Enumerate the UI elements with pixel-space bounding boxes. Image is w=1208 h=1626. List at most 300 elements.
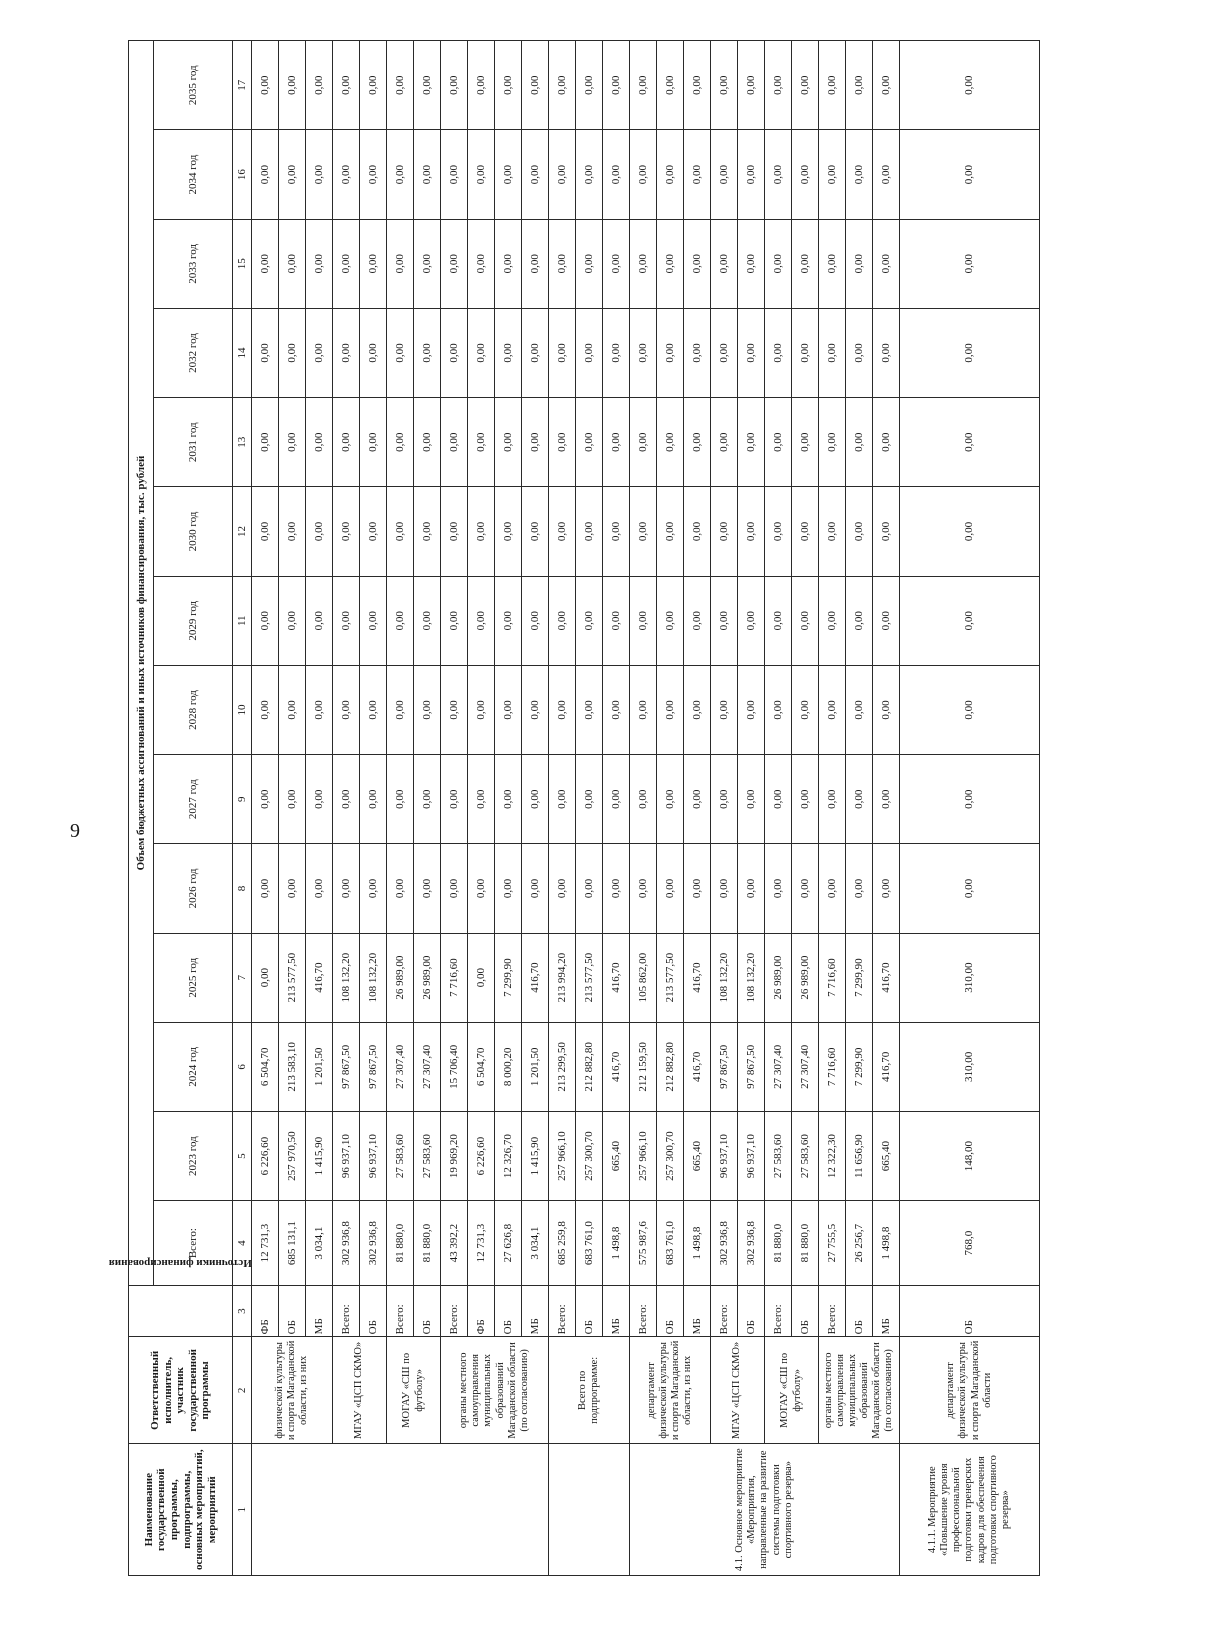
year-value-cell: 0,00 bbox=[792, 130, 819, 219]
year-value-cell: 0,00 bbox=[657, 398, 684, 487]
year-value-cell: 0,00 bbox=[684, 308, 711, 397]
year-value-cell: 0,00 bbox=[657, 130, 684, 219]
total-value-cell: 3 034,1 bbox=[306, 1201, 333, 1286]
year-value-cell: 0,00 bbox=[360, 487, 387, 576]
year-value-cell: 0,00 bbox=[549, 576, 576, 665]
year-value-cell: 0,00 bbox=[711, 219, 738, 308]
source-cell: ОБ bbox=[360, 1286, 387, 1337]
header-source bbox=[109, 1257, 252, 1337]
year-value-cell: 0,00 bbox=[360, 576, 387, 665]
total-value-cell: 685 259,8 bbox=[549, 1201, 576, 1286]
total-value-cell: 81 880,0 bbox=[414, 1201, 441, 1286]
header-name: Наименование государственной программы, подпрограммы, основных мероприятий, мероприятий bbox=[129, 1444, 233, 1576]
year-value-cell: 26 989,00 bbox=[387, 933, 414, 1022]
year-value-cell: 0,00 bbox=[522, 41, 549, 130]
year-value-cell: 97 867,50 bbox=[738, 1022, 765, 1111]
year-value-cell: 0,00 bbox=[630, 308, 657, 397]
year-value-cell: 0,00 bbox=[441, 665, 468, 754]
header-source-label: Источники финансирования bbox=[109, 1257, 252, 1270]
year-value-cell: 0,00 bbox=[360, 308, 387, 397]
year-value-cell: 212 882,80 bbox=[657, 1022, 684, 1111]
year-value-cell: 0,00 bbox=[900, 665, 1040, 754]
year-value-cell: 0,00 bbox=[252, 844, 279, 933]
year-value-cell: 0,00 bbox=[630, 755, 657, 844]
year-value-cell: 0,00 bbox=[603, 487, 630, 576]
year-value-cell: 0,00 bbox=[306, 398, 333, 487]
main-event-name-cell: 4.1. Основное мероприятие «Мероприятия, направленные на развитие системы подготовки спортивного резерва» bbox=[630, 1444, 900, 1576]
year-value-cell: 0,00 bbox=[630, 576, 657, 665]
year-value-cell: 96 937,10 bbox=[333, 1112, 360, 1201]
year-value-cell: 0,00 bbox=[792, 844, 819, 933]
year-value-cell: 0,00 bbox=[333, 844, 360, 933]
year-value-cell: 148,00 bbox=[900, 1112, 1040, 1201]
year-value-cell: 0,00 bbox=[576, 398, 603, 487]
header-year: 2035 год bbox=[154, 41, 233, 130]
year-value-cell: 0,00 bbox=[738, 41, 765, 130]
column-number: 9 bbox=[233, 755, 252, 844]
year-value-cell: 0,00 bbox=[468, 665, 495, 754]
column-number: 7 bbox=[233, 933, 252, 1022]
year-value-cell: 96 937,10 bbox=[360, 1112, 387, 1201]
source-cell: МБ bbox=[522, 1286, 549, 1337]
source-cell: ОБ bbox=[900, 1286, 1040, 1337]
year-value-cell: 665,40 bbox=[603, 1112, 630, 1201]
year-value-cell: 0,00 bbox=[711, 487, 738, 576]
year-value-cell: 0,00 bbox=[765, 308, 792, 397]
year-value-cell: 0,00 bbox=[711, 755, 738, 844]
year-value-cell: 0,00 bbox=[765, 844, 792, 933]
column-number: 8 bbox=[233, 844, 252, 933]
year-value-cell: 0,00 bbox=[900, 487, 1040, 576]
year-value-cell: 0,00 bbox=[603, 665, 630, 754]
column-number: 13 bbox=[233, 398, 252, 487]
year-value-cell: 0,00 bbox=[522, 219, 549, 308]
event-name-cell: 4.1.1. Мероприятие «Повышение уровня профессиональной подготовки тренерских кадров для обеспечения подготовки спортивного резерва» bbox=[900, 1444, 1040, 1576]
year-value-cell: 0,00 bbox=[414, 130, 441, 219]
header-year: 2023 год bbox=[154, 1112, 233, 1201]
column-number: 11 bbox=[233, 576, 252, 665]
year-value-cell: 6 504,70 bbox=[468, 1022, 495, 1111]
year-value-cell: 0,00 bbox=[252, 308, 279, 397]
header-year: 2031 год bbox=[154, 398, 233, 487]
year-value-cell: 213 583,10 bbox=[279, 1022, 306, 1111]
year-value-cell: 27 307,40 bbox=[792, 1022, 819, 1111]
year-value-cell: 213 299,50 bbox=[549, 1022, 576, 1111]
year-value-cell: 6 226,60 bbox=[468, 1112, 495, 1201]
year-value-cell: 0,00 bbox=[468, 576, 495, 665]
year-value-cell: 257 966,10 bbox=[549, 1112, 576, 1201]
year-value-cell: 0,00 bbox=[738, 844, 765, 933]
year-value-cell: 0,00 bbox=[252, 755, 279, 844]
year-value-cell: 257 966,10 bbox=[630, 1112, 657, 1201]
year-value-cell: 0,00 bbox=[846, 130, 873, 219]
year-value-cell: 416,70 bbox=[603, 1022, 630, 1111]
year-value-cell: 0,00 bbox=[306, 41, 333, 130]
year-value-cell: 6 226,60 bbox=[252, 1112, 279, 1201]
year-value-cell: 0,00 bbox=[846, 755, 873, 844]
year-value-cell: 212 882,80 bbox=[576, 1022, 603, 1111]
year-value-cell: 0,00 bbox=[792, 755, 819, 844]
year-value-cell: 0,00 bbox=[414, 576, 441, 665]
year-value-cell: 7 716,60 bbox=[441, 933, 468, 1022]
year-value-cell: 0,00 bbox=[576, 576, 603, 665]
year-value-cell: 0,00 bbox=[360, 219, 387, 308]
total-value-cell: 26 256,7 bbox=[846, 1201, 873, 1286]
total-value-cell: 27 755,5 bbox=[819, 1201, 846, 1286]
year-value-cell: 0,00 bbox=[333, 219, 360, 308]
year-value-cell: 257 970,50 bbox=[279, 1112, 306, 1201]
executor-cell: МОГАУ «СШ по футболу» bbox=[387, 1337, 441, 1444]
total-value-cell: 302 936,8 bbox=[360, 1201, 387, 1286]
year-value-cell: 0,00 bbox=[684, 41, 711, 130]
year-value-cell: 0,00 bbox=[819, 665, 846, 754]
year-value-cell: 0,00 bbox=[387, 41, 414, 130]
year-value-cell: 665,40 bbox=[684, 1112, 711, 1201]
year-value-cell: 0,00 bbox=[657, 41, 684, 130]
year-value-cell: 0,00 bbox=[549, 130, 576, 219]
year-value-cell: 15 706,40 bbox=[441, 1022, 468, 1111]
year-value-cell: 0,00 bbox=[495, 130, 522, 219]
year-value-cell: 0,00 bbox=[792, 665, 819, 754]
year-value-cell: 8 000,20 bbox=[495, 1022, 522, 1111]
executor-cell: МГАУ «ЦСП СКМО» bbox=[711, 1337, 765, 1444]
year-value-cell: 0,00 bbox=[846, 576, 873, 665]
year-value-cell: 257 300,70 bbox=[657, 1112, 684, 1201]
source-cell: Всего: bbox=[711, 1286, 738, 1337]
year-value-cell: 0,00 bbox=[630, 844, 657, 933]
column-number: 10 bbox=[233, 665, 252, 754]
year-value-cell: 0,00 bbox=[738, 308, 765, 397]
year-value-cell: 0,00 bbox=[873, 308, 900, 397]
year-value-cell: 0,00 bbox=[279, 844, 306, 933]
year-value-cell: 213 577,50 bbox=[657, 933, 684, 1022]
year-value-cell: 0,00 bbox=[711, 130, 738, 219]
year-value-cell: 0,00 bbox=[684, 398, 711, 487]
year-value-cell: 0,00 bbox=[711, 308, 738, 397]
total-value-cell: 3 034,1 bbox=[522, 1201, 549, 1286]
year-value-cell: 0,00 bbox=[387, 576, 414, 665]
source-cell: МБ bbox=[603, 1286, 630, 1337]
year-value-cell: 0,00 bbox=[819, 487, 846, 576]
header-year: 2025 год bbox=[154, 933, 233, 1022]
year-value-cell: 0,00 bbox=[360, 844, 387, 933]
source-cell: ФБ bbox=[468, 1286, 495, 1337]
year-value-cell: 0,00 bbox=[495, 308, 522, 397]
table-row bbox=[900, 41, 1040, 1576]
year-value-cell: 0,00 bbox=[684, 576, 711, 665]
year-value-cell: 0,00 bbox=[387, 755, 414, 844]
year-value-cell: 0,00 bbox=[711, 576, 738, 665]
year-value-cell: 0,00 bbox=[414, 844, 441, 933]
year-value-cell: 0,00 bbox=[549, 219, 576, 308]
year-value-cell: 0,00 bbox=[414, 308, 441, 397]
year-value-cell: 0,00 bbox=[846, 844, 873, 933]
year-value-cell: 0,00 bbox=[387, 219, 414, 308]
year-value-cell: 96 937,10 bbox=[711, 1112, 738, 1201]
year-value-cell: 0,00 bbox=[576, 308, 603, 397]
total-value-cell: 302 936,8 bbox=[738, 1201, 765, 1286]
total-value-cell: 768,0 bbox=[900, 1201, 1040, 1286]
year-value-cell: 0,00 bbox=[387, 487, 414, 576]
column-number: 5 bbox=[233, 1112, 252, 1201]
year-value-cell: 26 989,00 bbox=[792, 933, 819, 1022]
source-cell: ОБ bbox=[657, 1286, 684, 1337]
source-cell: Всего: bbox=[387, 1286, 414, 1337]
year-value-cell: 0,00 bbox=[279, 308, 306, 397]
source-cell: Всего: bbox=[441, 1286, 468, 1337]
year-value-cell: 0,00 bbox=[414, 755, 441, 844]
year-value-cell: 0,00 bbox=[252, 933, 279, 1022]
year-value-cell: 0,00 bbox=[306, 665, 333, 754]
year-value-cell: 0,00 bbox=[765, 130, 792, 219]
year-value-cell: 0,00 bbox=[684, 219, 711, 308]
year-value-cell: 416,70 bbox=[873, 933, 900, 1022]
year-value-cell: 0,00 bbox=[549, 755, 576, 844]
year-value-cell: 27 307,40 bbox=[765, 1022, 792, 1111]
year-value-cell: 0,00 bbox=[279, 130, 306, 219]
year-value-cell: 0,00 bbox=[684, 755, 711, 844]
year-value-cell: 108 132,20 bbox=[738, 933, 765, 1022]
year-value-cell: 0,00 bbox=[522, 665, 549, 754]
year-value-cell: 27 307,40 bbox=[414, 1022, 441, 1111]
year-value-cell: 0,00 bbox=[549, 844, 576, 933]
year-value-cell: 0,00 bbox=[414, 219, 441, 308]
table-row bbox=[711, 41, 738, 1576]
table-row bbox=[765, 41, 792, 1576]
rotated-page bbox=[109, 40, 1208, 1576]
year-value-cell: 0,00 bbox=[333, 755, 360, 844]
year-value-cell: 0,00 bbox=[441, 130, 468, 219]
year-value-cell: 0,00 bbox=[576, 41, 603, 130]
year-value-cell: 0,00 bbox=[414, 41, 441, 130]
source-cell: Всего: bbox=[549, 1286, 576, 1337]
year-value-cell: 0,00 bbox=[819, 130, 846, 219]
year-value-cell: 1 415,90 bbox=[306, 1112, 333, 1201]
year-value-cell: 26 989,00 bbox=[765, 933, 792, 1022]
year-value-cell: 0,00 bbox=[468, 398, 495, 487]
year-value-cell: 0,00 bbox=[900, 219, 1040, 308]
year-value-cell: 97 867,50 bbox=[333, 1022, 360, 1111]
year-value-cell: 0,00 bbox=[495, 844, 522, 933]
year-value-cell: 665,40 bbox=[873, 1112, 900, 1201]
year-value-cell: 0,00 bbox=[738, 398, 765, 487]
year-value-cell: 0,00 bbox=[873, 487, 900, 576]
year-value-cell: 0,00 bbox=[711, 665, 738, 754]
year-value-cell: 0,00 bbox=[738, 487, 765, 576]
year-value-cell: 7 299,90 bbox=[846, 933, 873, 1022]
year-value-cell: 0,00 bbox=[657, 308, 684, 397]
year-value-cell: 0,00 bbox=[603, 219, 630, 308]
column-number: 6 bbox=[233, 1022, 252, 1111]
year-value-cell: 0,00 bbox=[792, 219, 819, 308]
year-value-cell: 213 577,50 bbox=[576, 933, 603, 1022]
table-row bbox=[630, 41, 657, 1576]
year-value-cell: 0,00 bbox=[522, 398, 549, 487]
year-value-cell: 0,00 bbox=[468, 933, 495, 1022]
year-value-cell: 0,00 bbox=[711, 398, 738, 487]
year-value-cell: 0,00 bbox=[630, 41, 657, 130]
year-value-cell: 0,00 bbox=[549, 487, 576, 576]
column-number: 3 bbox=[233, 1286, 252, 1337]
year-value-cell: 0,00 bbox=[765, 487, 792, 576]
year-value-cell: 108 132,20 bbox=[711, 933, 738, 1022]
year-value-cell: 0,00 bbox=[900, 755, 1040, 844]
column-number: 17 bbox=[233, 41, 252, 130]
year-value-cell: 0,00 bbox=[657, 844, 684, 933]
source-cell: ОБ bbox=[792, 1286, 819, 1337]
year-value-cell: 0,00 bbox=[495, 41, 522, 130]
year-value-cell: 0,00 bbox=[657, 219, 684, 308]
header-year: 2029 год bbox=[154, 576, 233, 665]
column-number: 1 bbox=[233, 1444, 252, 1576]
year-value-cell: 0,00 bbox=[630, 219, 657, 308]
year-value-cell: 0,00 bbox=[522, 487, 549, 576]
executor-cell: департамент физической культуры и спорта Магаданской области bbox=[900, 1337, 1040, 1444]
total-value-cell: 27 626,8 bbox=[495, 1201, 522, 1286]
year-value-cell: 0,00 bbox=[360, 41, 387, 130]
year-value-cell: 1 201,50 bbox=[522, 1022, 549, 1111]
year-value-cell: 1 201,50 bbox=[306, 1022, 333, 1111]
total-value-cell: 1 498,8 bbox=[684, 1201, 711, 1286]
source-cell: ОБ bbox=[279, 1286, 306, 1337]
year-value-cell: 108 132,20 bbox=[360, 933, 387, 1022]
column-number: 4 bbox=[233, 1201, 252, 1286]
page-number: 9 bbox=[70, 820, 80, 842]
year-value-cell: 0,00 bbox=[603, 576, 630, 665]
year-value-cell: 0,00 bbox=[414, 398, 441, 487]
year-value-cell: 0,00 bbox=[441, 41, 468, 130]
year-value-cell: 0,00 bbox=[468, 755, 495, 844]
year-value-cell: 96 937,10 bbox=[738, 1112, 765, 1201]
total-value-cell: 575 987,6 bbox=[630, 1201, 657, 1286]
year-value-cell: 0,00 bbox=[360, 398, 387, 487]
year-value-cell: 0,00 bbox=[279, 41, 306, 130]
year-value-cell: 0,00 bbox=[873, 755, 900, 844]
year-value-cell: 0,00 bbox=[900, 308, 1040, 397]
year-value-cell: 0,00 bbox=[279, 398, 306, 487]
table-row bbox=[441, 41, 468, 1576]
table-body bbox=[252, 41, 1040, 1576]
year-value-cell: 0,00 bbox=[333, 398, 360, 487]
table-row bbox=[252, 41, 279, 1576]
year-value-cell: 0,00 bbox=[765, 665, 792, 754]
year-value-cell: 0,00 bbox=[252, 219, 279, 308]
header-year: 2026 год bbox=[154, 844, 233, 933]
year-value-cell: 0,00 bbox=[306, 755, 333, 844]
year-value-cell: 0,00 bbox=[522, 576, 549, 665]
year-value-cell: 0,00 bbox=[333, 41, 360, 130]
year-value-cell: 0,00 bbox=[819, 576, 846, 665]
source-cell: Всего: bbox=[765, 1286, 792, 1337]
year-value-cell: 0,00 bbox=[684, 487, 711, 576]
year-value-cell: 0,00 bbox=[387, 844, 414, 933]
year-value-cell: 0,00 bbox=[819, 398, 846, 487]
year-value-cell: 0,00 bbox=[657, 487, 684, 576]
year-value-cell: 0,00 bbox=[468, 487, 495, 576]
year-value-cell: 0,00 bbox=[819, 844, 846, 933]
column-number: 2 bbox=[233, 1337, 252, 1444]
year-value-cell: 108 132,20 bbox=[333, 933, 360, 1022]
year-value-cell: 0,00 bbox=[738, 130, 765, 219]
header-year: 2033 год bbox=[154, 219, 233, 308]
year-value-cell: 0,00 bbox=[441, 398, 468, 487]
year-value-cell: 0,00 bbox=[333, 665, 360, 754]
header-executor: Ответственный исполнитель, участник государственной программы bbox=[129, 1337, 233, 1444]
year-value-cell: 27 307,40 bbox=[387, 1022, 414, 1111]
table-row bbox=[387, 41, 414, 1576]
year-value-cell: 0,00 bbox=[900, 130, 1040, 219]
year-value-cell: 0,00 bbox=[441, 755, 468, 844]
year-value-cell: 0,00 bbox=[252, 665, 279, 754]
year-value-cell: 0,00 bbox=[684, 130, 711, 219]
source-cell: Всего: bbox=[819, 1286, 846, 1337]
year-value-cell: 0,00 bbox=[900, 576, 1040, 665]
total-value-cell: 43 392,2 bbox=[441, 1201, 468, 1286]
header-year: 2024 год bbox=[154, 1022, 233, 1111]
year-value-cell: 0,00 bbox=[468, 308, 495, 397]
executor-cell: физической культуры и спорта Магаданской области, из них bbox=[252, 1337, 333, 1444]
program-name-cell bbox=[252, 1444, 549, 1576]
year-value-cell: 0,00 bbox=[792, 41, 819, 130]
year-value-cell: 0,00 bbox=[684, 844, 711, 933]
year-value-cell: 0,00 bbox=[333, 130, 360, 219]
year-value-cell: 0,00 bbox=[549, 308, 576, 397]
year-value-cell: 0,00 bbox=[468, 130, 495, 219]
total-value-cell: 12 731,3 bbox=[252, 1201, 279, 1286]
year-value-cell: 0,00 bbox=[306, 844, 333, 933]
year-value-cell: 213 994,20 bbox=[549, 933, 576, 1022]
year-value-cell: 0,00 bbox=[846, 41, 873, 130]
year-value-cell: 0,00 bbox=[603, 844, 630, 933]
year-value-cell: 0,00 bbox=[252, 487, 279, 576]
year-value-cell: 0,00 bbox=[414, 487, 441, 576]
year-value-cell: 0,00 bbox=[603, 398, 630, 487]
source-cell: ОБ bbox=[495, 1286, 522, 1337]
header-year: 2027 год bbox=[154, 755, 233, 844]
year-value-cell: 0,00 bbox=[495, 487, 522, 576]
year-value-cell: 0,00 bbox=[711, 844, 738, 933]
subprogram-name-cell bbox=[549, 1444, 630, 1576]
total-value-cell: 302 936,8 bbox=[333, 1201, 360, 1286]
total-value-cell: 1 498,8 bbox=[603, 1201, 630, 1286]
year-value-cell: 0,00 bbox=[873, 130, 900, 219]
year-value-cell: 0,00 bbox=[846, 665, 873, 754]
year-value-cell: 0,00 bbox=[441, 576, 468, 665]
year-value-cell: 0,00 bbox=[441, 308, 468, 397]
year-value-cell: 0,00 bbox=[657, 576, 684, 665]
year-value-cell: 27 583,60 bbox=[387, 1112, 414, 1201]
total-value-cell: 81 880,0 bbox=[387, 1201, 414, 1286]
year-value-cell: 0,00 bbox=[495, 219, 522, 308]
year-value-cell: 0,00 bbox=[873, 844, 900, 933]
year-value-cell: 0,00 bbox=[468, 844, 495, 933]
year-value-cell: 105 862,00 bbox=[630, 933, 657, 1022]
year-value-cell: 0,00 bbox=[576, 844, 603, 933]
year-value-cell: 26 989,00 bbox=[414, 933, 441, 1022]
total-value-cell: 81 880,0 bbox=[792, 1201, 819, 1286]
year-value-cell: 7 716,60 bbox=[819, 1022, 846, 1111]
year-value-cell: 27 583,60 bbox=[792, 1112, 819, 1201]
year-value-cell: 0,00 bbox=[792, 308, 819, 397]
year-value-cell: 0,00 bbox=[576, 219, 603, 308]
year-value-cell: 0,00 bbox=[684, 665, 711, 754]
year-value-cell: 0,00 bbox=[576, 130, 603, 219]
year-value-cell: 0,00 bbox=[603, 41, 630, 130]
year-value-cell: 0,00 bbox=[900, 41, 1040, 130]
year-value-cell: 257 300,70 bbox=[576, 1112, 603, 1201]
year-value-cell: 0,00 bbox=[522, 308, 549, 397]
year-value-cell: 0,00 bbox=[657, 755, 684, 844]
